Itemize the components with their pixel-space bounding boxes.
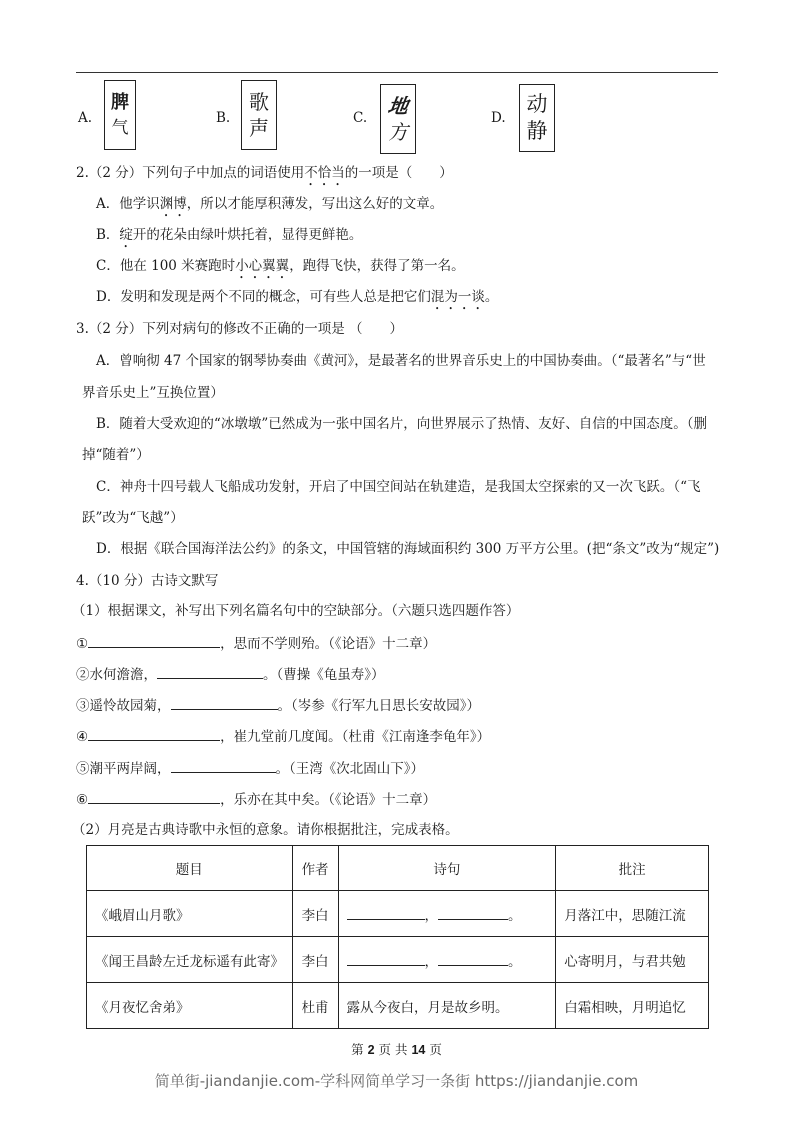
- fill-blank[interactable]: [88, 634, 220, 648]
- table-cell-verse: ， 。: [338, 891, 556, 937]
- header-rule: [76, 72, 718, 73]
- q2-option-b[interactable]: B．绽开的花朵由绿叶烘托着，显得更鲜艳。: [96, 227, 363, 243]
- q3-option-c-line1[interactable]: C．神舟十四号载人飞船成功发射，开启了中国空间站在轨建造，是我国太空探索的又一次飞跃。（“飞: [96, 479, 701, 495]
- q4-line-1: ① ，思而不学则殆。（《论语》十二章）: [76, 636, 437, 652]
- table-cell-note: 心寄明月，与君共勉: [556, 937, 709, 983]
- fill-blank[interactable]: [171, 759, 276, 773]
- page-total: 14: [411, 1043, 426, 1057]
- q2-option-c[interactable]: C．他在 100 米赛跑时小心翼翼，跑得飞快，获得了第一名。: [96, 258, 465, 274]
- q4-sub1: （1）根据课文，补写出下列名篇名句中的空缺部分。（六题只选四题作答）: [72, 603, 520, 619]
- q1-option-a-letter: A.: [78, 110, 93, 126]
- q3-stem: 3.（2 分）下列对病句的修改不正确的一项是 （ ）: [76, 321, 404, 337]
- fill-blank[interactable]: [438, 906, 508, 920]
- q4-line-2: ②水何澹澹， 。（曹操《龟虽寿》）: [76, 667, 385, 683]
- q4-line-4: ④ ，崔九堂前几度闻。（杜甫《江南逢李龟年》）: [76, 729, 491, 745]
- poem-table: [86, 845, 709, 1029]
- q1-option-c-char-2: 方: [388, 120, 408, 144]
- q4-line-3: ③遥怜故园菊， 。（岑参《行军九日思长安故园》）: [76, 698, 480, 714]
- fill-blank[interactable]: [88, 790, 220, 804]
- q1-option-d-char-1: 动: [526, 92, 548, 117]
- q3-option-a-line1[interactable]: A．曾响彻 47 个国家的钢琴协奏曲《黄河》，是最著名的世界音乐史上的中国协奏曲。（“最著名”与“世: [96, 353, 706, 369]
- q3-option-b-line2: 掉“随着”）: [82, 447, 150, 463]
- q1-option-a-char-1: 脾: [111, 91, 129, 113]
- fill-blank[interactable]: [157, 665, 263, 679]
- table-cell-note: 白霜相映，月明追忆: [556, 983, 709, 1029]
- q1-option-c-char-1: 地: [386, 94, 410, 118]
- q2-stem-dotted: 不恰当: [304, 165, 345, 181]
- table-header-author: 作者: [292, 846, 338, 891]
- fill-blank[interactable]: [171, 696, 278, 710]
- table-cell-author: 李白: [292, 937, 338, 983]
- q1-option-c-letter: C.: [353, 110, 368, 126]
- table-cell-title: 《月夜忆舍弟》: [87, 983, 293, 1029]
- table-cell-author: 李白: [292, 891, 338, 937]
- fill-blank[interactable]: [88, 727, 220, 741]
- fill-blank[interactable]: [347, 906, 425, 920]
- table-header-title: 题目: [87, 846, 293, 891]
- q3-option-d[interactable]: D．根据《联合国海洋法公约》的条文，中国管辖的海域面积约 300 万平方公里。(把“条文”改为“规定”): [96, 541, 720, 557]
- q3-option-b-line1[interactable]: B．随着大受欢迎的“冰墩墩”已然成为一张中国名片，向世界展示了热情、友好、自信的中国态度。（删: [96, 416, 707, 432]
- q2-stem: 2.（2 分）下列句子中加点的词语使用不恰当的一项是（ ）: [76, 165, 453, 181]
- q4-line-6: ⑥ ，乐亦在其中矣。（《论语》十二章）: [76, 792, 437, 808]
- table-row: [87, 983, 709, 1029]
- table-cell-title: 《峨眉山月歌》: [87, 891, 293, 937]
- q1-option-a-char-2: 气: [111, 117, 129, 138]
- table-cell-note: 月落江中，思随江流: [556, 891, 709, 937]
- page-footer: 第 2 页 共 14 页: [351, 1042, 442, 1057]
- table-cell-verse: ， 。: [338, 937, 556, 983]
- q1-option-d-char-2: 静: [526, 118, 548, 143]
- table-header-note: 批注: [556, 846, 709, 891]
- q1-option-d-kai-image[interactable]: [519, 84, 555, 152]
- q2-option-d-dotted: 混为一谈: [430, 289, 485, 305]
- table-header-row: [87, 846, 709, 891]
- table-cell-verse: 露从今夜白，月是故乡明。: [338, 983, 556, 1029]
- q4-line-5: ⑤潮平两岸阔， 。（王湾《次北固山下》）: [76, 761, 424, 777]
- table-cell-title: 《闻王昌龄左迁龙标遥有此寄》: [87, 937, 293, 983]
- q3-option-c-line2: 跃”改为“飞越”）: [82, 510, 184, 526]
- q3-option-a-line2: 界音乐史上”互换位置）: [82, 385, 224, 401]
- table-cell-author: 杜甫: [292, 983, 338, 1029]
- q4-stem: 4.（10 分）古诗文默写: [76, 573, 219, 589]
- q1-option-b-kai-image[interactable]: [241, 80, 277, 150]
- q2-option-b-dotted: 绽: [119, 227, 133, 243]
- q2-option-a-dotted: 渊博: [159, 196, 187, 212]
- table-row: [87, 937, 709, 983]
- q1-option-c-cursive-image[interactable]: [380, 84, 416, 154]
- q1-option-a-seal-image[interactable]: [104, 80, 136, 150]
- q2-option-a[interactable]: A．他学识渊博，所以才能厚积薄发，写出这么好的文章。: [96, 196, 444, 212]
- q4-sub2: （2）月亮是古典诗歌中永恒的意象。请你根据批注，完成表格。: [72, 822, 459, 838]
- table-row: [87, 891, 709, 937]
- table-header-verse: 诗句: [338, 846, 556, 891]
- q2-option-d[interactable]: D．发明和发现是两个不同的概念，可有些人总是把它们混为一谈。: [96, 289, 499, 305]
- watermark-link[interactable]: 简单街-jiandanjie.com-学科网简单学习一条街 https://jiandanjie.com: [154, 1072, 639, 1090]
- q1-option-b-char-1: 歌: [249, 90, 269, 114]
- q1-option-d-letter: D.: [491, 110, 506, 126]
- page-number: 2: [367, 1043, 375, 1057]
- q1-option-b-letter: B.: [216, 110, 231, 126]
- q2-option-c-dotted: 小心翼翼: [235, 258, 290, 274]
- fill-blank[interactable]: [347, 952, 425, 966]
- fill-blank[interactable]: [438, 952, 508, 966]
- q1-option-b-char-2: 声: [249, 116, 269, 140]
